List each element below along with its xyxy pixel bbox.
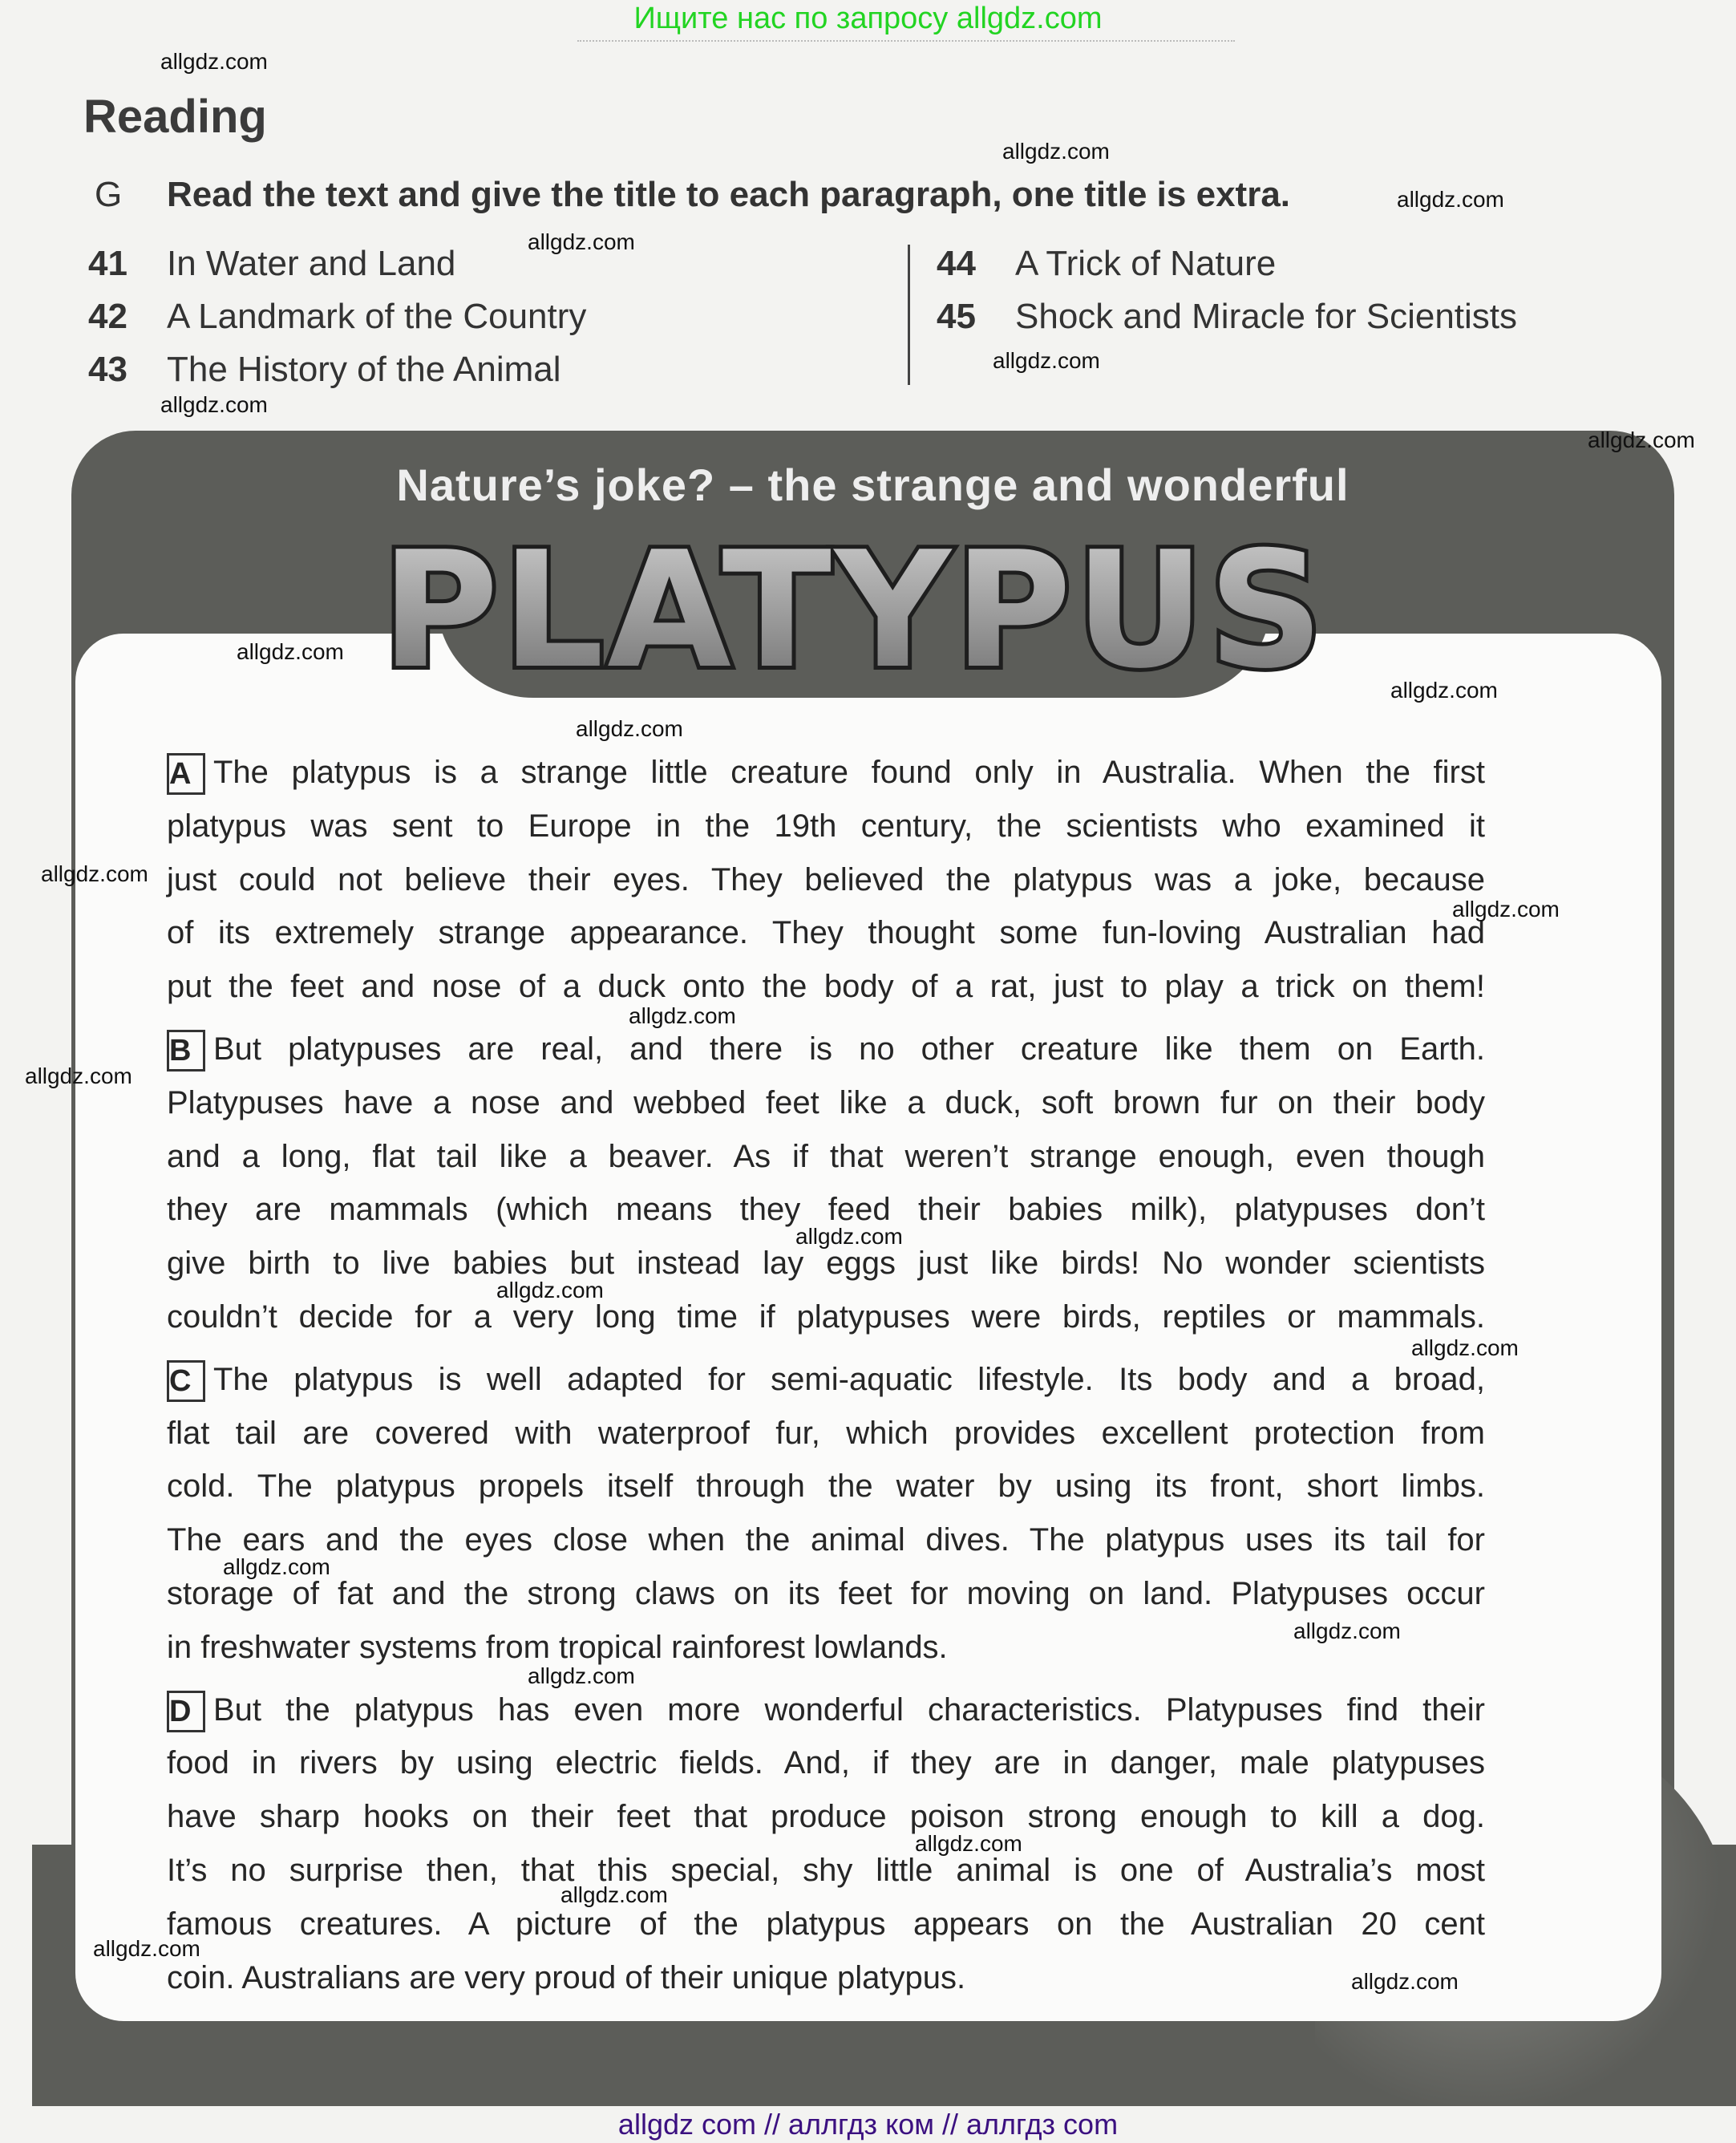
paragraph-label: D [167,1691,205,1732]
paragraph-a [167,746,1485,1014]
watermark: allgdz.com [1002,139,1110,164]
task-letter: G [95,175,123,214]
task-text: Read the text and give the title to each paragraph, one title is extra. [167,175,1291,214]
article-body [167,746,1485,2013]
article-subtitle: Nature’s joke? – the strange and wonderful [396,460,1350,510]
title-number: 45 [937,297,976,336]
watermark: allgdz.com [795,1224,903,1249]
text-line-content: cold. The platypus propels itself through the water by using its front, short limbs. [167,1469,1485,1505]
text-line-content: flat tail are covered with waterproof fur, which provides excellent protection from [167,1415,1485,1451]
text-line [167,1621,1485,1675]
logo-text: PLATYPUS [381,517,1327,704]
text-line-content: The platypus is well adapted for semi-aquatic lifestyle. Its body and a broad, [213,1361,1485,1397]
text-line-content: give birth to live babies but instead lay eggs just like birds! No wonder scientists [167,1246,1485,1282]
title-option [88,244,455,284]
text-line [167,1951,1485,2005]
text-line [167,1898,1485,1951]
title-number: 42 [88,297,127,336]
watermark: allgdz.com [160,392,268,417]
watermark: allgdz.com [93,1936,200,1961]
watermark: allgdz.com [560,1882,668,1907]
text-line [167,1407,1485,1460]
text-line [167,1290,1485,1344]
text-line-content: just could not believe their eyes. They believed the platypus was a joke, because [167,861,1485,897]
paragraph-b [167,1023,1485,1344]
text-line [167,1460,1485,1513]
text-line-content: It’s no surprise then, that this special, shy little animal is one of Australia’s most [167,1852,1485,1888]
text-line [167,1567,1485,1621]
watermark: allgdz.com [915,1831,1022,1856]
title-text: The History of the Animal [167,350,561,389]
text-line [167,906,1485,960]
paragraph-label: C [167,1360,205,1402]
title-option [88,350,561,390]
text-line-content: Platypuses have a nose and webbed feet like a duck, soft brown fur on their body [167,1084,1485,1120]
section-title: Reading [83,91,267,143]
watermark: allgdz.com [993,348,1100,373]
watermark: allgdz.com [25,1063,132,1088]
text-line [167,746,1485,800]
paragraph-label: B [167,1030,205,1072]
text-line-content: But platypuses are real, and there is no other creature like them on Earth. [213,1031,1485,1067]
watermark: allgdz.com [528,1663,635,1688]
title-number: 44 [937,244,976,283]
text-line [167,853,1485,907]
watermark: allgdz.com [223,1554,330,1579]
paragraph-label: A [167,753,205,795]
watermark: allgdz.com [629,1003,736,1028]
watermark: allgdz.com [1588,427,1695,452]
text-line-content: couldn’t decide for a very long time if platypuses were birds, reptiles or mammals. [167,1298,1485,1335]
watermark: allgdz.com [1351,1969,1459,1994]
title-text: Shock and Miracle for Scientists [1015,297,1518,336]
text-line-content: put the feet and nose of a duck onto the body of a rat, just to play a trick on them! [167,969,1485,1005]
text-line-content: coin. Australians are very proud of their unique platypus. [167,1959,966,1995]
watermark: allgdz.com [496,1278,604,1302]
text-line [167,1130,1485,1184]
text-line-content: have sharp hooks on their feet that produce poison strong enough to kill a dog. [167,1799,1485,1835]
divider [577,40,1235,42]
title-text: A Landmark of the Country [167,297,587,336]
watermark: allgdz.com [1411,1335,1519,1360]
paragraph-d [167,1683,1485,2005]
text-line-content: and a long, flat tail like a beaver. As if that weren’t strange enough, even though [167,1138,1485,1174]
text-line-content: But the platypus has even more wonderful characteristics. Platypuses find their [213,1691,1485,1728]
text-line-content: in freshwater systems from tropical rainforest lowlands. [167,1629,948,1665]
text-line [167,1513,1485,1567]
title-text: A Trick of Nature [1015,244,1277,283]
watermark: allgdz.com [576,716,683,741]
text-line [167,1790,1485,1844]
title-text: In Water and Land [167,244,456,283]
title-option [937,297,1517,337]
task-instruction [95,175,1290,215]
title-number: 41 [88,244,127,283]
text-line-content: food in rivers by using electric fields. And, if they are in danger, male platypuses [167,1745,1485,1781]
watermark: allgdz.com [1452,897,1560,922]
watermark: allgdz.com [41,861,148,886]
platypus-logo [381,517,1327,704]
text-line-content: The platypus is a strange little creature found only in Australia. When the first [213,755,1485,790]
title-option [88,297,586,337]
text-line [167,960,1485,1014]
text-line [167,1353,1485,1407]
text-line-content: they are mammals (which means they feed their babies milk), platypuses don’t [167,1192,1485,1228]
text-line [167,1736,1485,1790]
title-number: 43 [88,350,127,389]
paragraph-c [167,1353,1485,1675]
text-line [167,800,1485,853]
watermark: allgdz.com [160,49,268,74]
watermark: allgdz.com [1390,678,1498,703]
text-line [167,1683,1485,1737]
text-line-content: storage of fat and the strong claws on its feet for moving on land. Platypuses occur [167,1575,1485,1611]
column-divider [908,245,910,385]
search-banner: Ищите нас по запросу allgdz.com [633,2,1103,35]
text-line [167,1844,1485,1898]
text-line-content: platypus was sent to Europe in the 19th century, the scientists who examined it [167,808,1485,844]
text-line-content: famous creatures. A picture of the platypus appears on the Australian 20 cent [167,1906,1485,1942]
text-line [167,1023,1485,1076]
watermark: allgdz.com [1293,1618,1401,1643]
text-line [167,1076,1485,1130]
watermark: allgdz.com [237,639,344,664]
footer-watermark: allgdz com // аллгдз ком // аллгдз com [617,2108,1119,2141]
watermark: allgdz.com [528,229,635,254]
text-line-content: The ears and the eyes close when the animal dives. The platypus uses its tail for [167,1522,1485,1558]
watermark: allgdz.com [1397,187,1504,212]
title-option [937,244,1276,284]
text-line-content: of its extremely strange appearance. They thought some fun-loving Australian had [167,915,1485,951]
